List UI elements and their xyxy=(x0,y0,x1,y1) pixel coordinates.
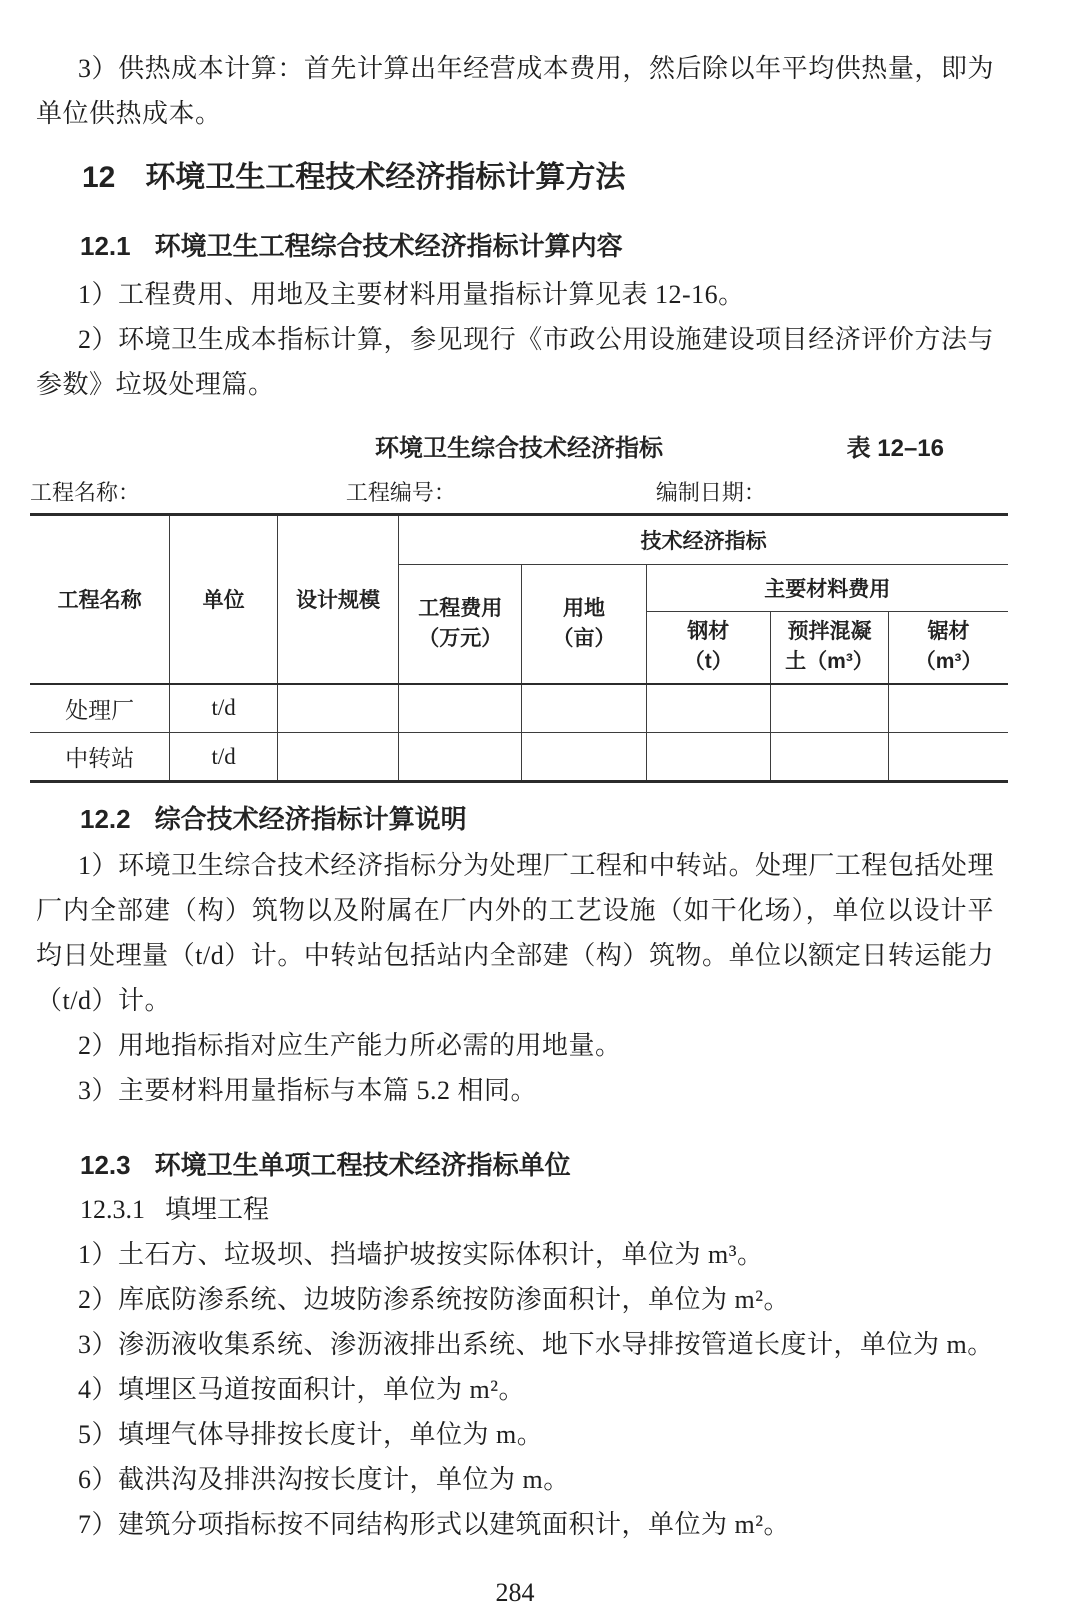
section-12-1-title: 环境卫生工程综合技术经济指标计算内容 xyxy=(154,231,623,261)
col-header-timber: 锯材 （m³） xyxy=(889,612,1008,684)
row-name-cell: 处理厂 xyxy=(30,684,170,733)
landfill-item-7: 7）建筑分项指标按不同结构形式以建筑面积计，单位为 m²。 xyxy=(78,1510,791,1539)
subsection-12-3-1-heading xyxy=(36,1187,994,1232)
table-title: 环境卫生综合技术经济指标 xyxy=(375,435,663,462)
section-12-2-item-3: 3）主要材料用量指标与本篇 5.2 相同。 xyxy=(78,1076,538,1105)
page-number: 284 xyxy=(495,1578,535,1607)
section-12-3-number: 12.3 xyxy=(80,1150,131,1180)
row-value-cell xyxy=(522,684,646,733)
row-value-cell xyxy=(277,733,398,782)
landfill-item-6: 6）截洪沟及排洪沟按长度计，单位为 m。 xyxy=(78,1465,570,1494)
paragraph-heating-cost: 3）供热成本计算：首先计算出年经营成本费用，然后除以年平均供热量，即为单位供热成本。 xyxy=(36,54,994,128)
col-header-steel: 钢材 （t） xyxy=(646,612,770,684)
col-header-unit: 单位 xyxy=(170,515,278,684)
col-header-land: 用地 （亩） xyxy=(522,565,646,684)
row-value-cell xyxy=(646,684,770,733)
subsection-12-3-1-number: 12.3.1 xyxy=(80,1195,145,1224)
col-header-project-name: 工程名称 xyxy=(30,515,170,684)
project-name-label: 工程名称： xyxy=(30,479,141,505)
section-12-3-heading xyxy=(36,1145,994,1185)
landfill-item-1: 1）土石方、垃圾坝、挡墙护坡按实际体积计，单位为 m³。 xyxy=(78,1240,764,1269)
section-12-1-item-2: 2）环境卫生成本指标计算，参见现行《市政公用设施建设项目经济评价方法与参数》垃圾处理篇。 xyxy=(36,325,994,399)
landfill-item-5: 5）填埋气体导排按长度计，单位为 m。 xyxy=(78,1420,544,1449)
col-header-concrete: 预拌混凝 土（m³） xyxy=(770,612,888,684)
row-unit-cell: t/d xyxy=(170,733,278,782)
chapter-12-heading xyxy=(36,156,994,200)
section-12-2-number: 12.2 xyxy=(80,804,131,834)
chapter-number: 12 xyxy=(82,161,116,194)
table-caption xyxy=(30,429,1008,469)
header-row-1 xyxy=(30,515,1008,565)
section-12-1-item-1: 1）工程费用、用地及主要材料用量指标计算见表 12-16。 xyxy=(78,280,745,309)
col-header-design-scale: 设计规模 xyxy=(277,515,398,684)
row-value-cell xyxy=(770,684,888,733)
compile-date-label: 编制日期： xyxy=(655,479,766,505)
table-row-treatment-plant xyxy=(30,684,1008,733)
project-number-label: 工程编号： xyxy=(345,479,456,505)
table-meta-row xyxy=(30,469,1008,513)
indicators-table xyxy=(30,513,1008,783)
table-12-16-block xyxy=(30,429,1008,783)
row-value-cell xyxy=(889,733,1008,782)
table-number-label: 表 12–16 xyxy=(846,435,944,462)
row-value-cell xyxy=(889,684,1008,733)
section-12-3-title: 环境卫生单项工程技术经济指标单位 xyxy=(154,1150,571,1180)
section-12-2-title: 综合技术经济指标计算说明 xyxy=(154,804,467,834)
row-value-cell xyxy=(277,684,398,733)
section-12-1-number: 12.1 xyxy=(80,231,131,261)
col-header-tech-econ-group: 技术经济指标 xyxy=(399,515,1008,565)
subsection-12-3-1-title: 填埋工程 xyxy=(165,1195,270,1224)
row-value-cell xyxy=(770,733,888,782)
row-value-cell xyxy=(646,733,770,782)
section-12-2-item-2: 2）用地指标指对应生产能力所必需的用地量。 xyxy=(78,1031,622,1060)
row-unit-cell: t/d xyxy=(170,684,278,733)
landfill-item-3: 3）渗沥液收集系统、渗沥液排出系统、地下水导排按管道长度计，单位为 m。 xyxy=(78,1330,994,1359)
row-value-cell xyxy=(399,733,522,782)
col-header-materials-group: 主要材料费用 xyxy=(646,565,1008,612)
row-name-cell: 中转站 xyxy=(30,733,170,782)
row-value-cell xyxy=(399,684,522,733)
section-12-1-heading xyxy=(36,226,994,266)
section-12-2-item-1: 1）环境卫生综合技术经济指标分为处理厂工程和中转站。处理厂工程包括处理厂内全部建（构）筑物以及附属在厂内外的工艺设施（如干化场），单位以设计平均日处理量（t/d）计。中转站包括站内全部建（构）筑物。单位以额定日转运能力（t/d）计。 xyxy=(36,851,994,1015)
section-12-2-heading xyxy=(36,799,994,839)
landfill-item-2: 2）库底防渗系统、边坡防渗系统按防渗面积计，单位为 m²。 xyxy=(78,1285,791,1314)
row-value-cell xyxy=(522,733,646,782)
col-header-cost: 工程费用 （万元） xyxy=(399,565,522,684)
landfill-item-4: 4）填埋区马道按面积计，单位为 m²。 xyxy=(78,1375,526,1404)
table-row-transfer-station xyxy=(30,733,1008,782)
chapter-title: 环境卫生工程技术经济指标计算方法 xyxy=(145,161,626,194)
